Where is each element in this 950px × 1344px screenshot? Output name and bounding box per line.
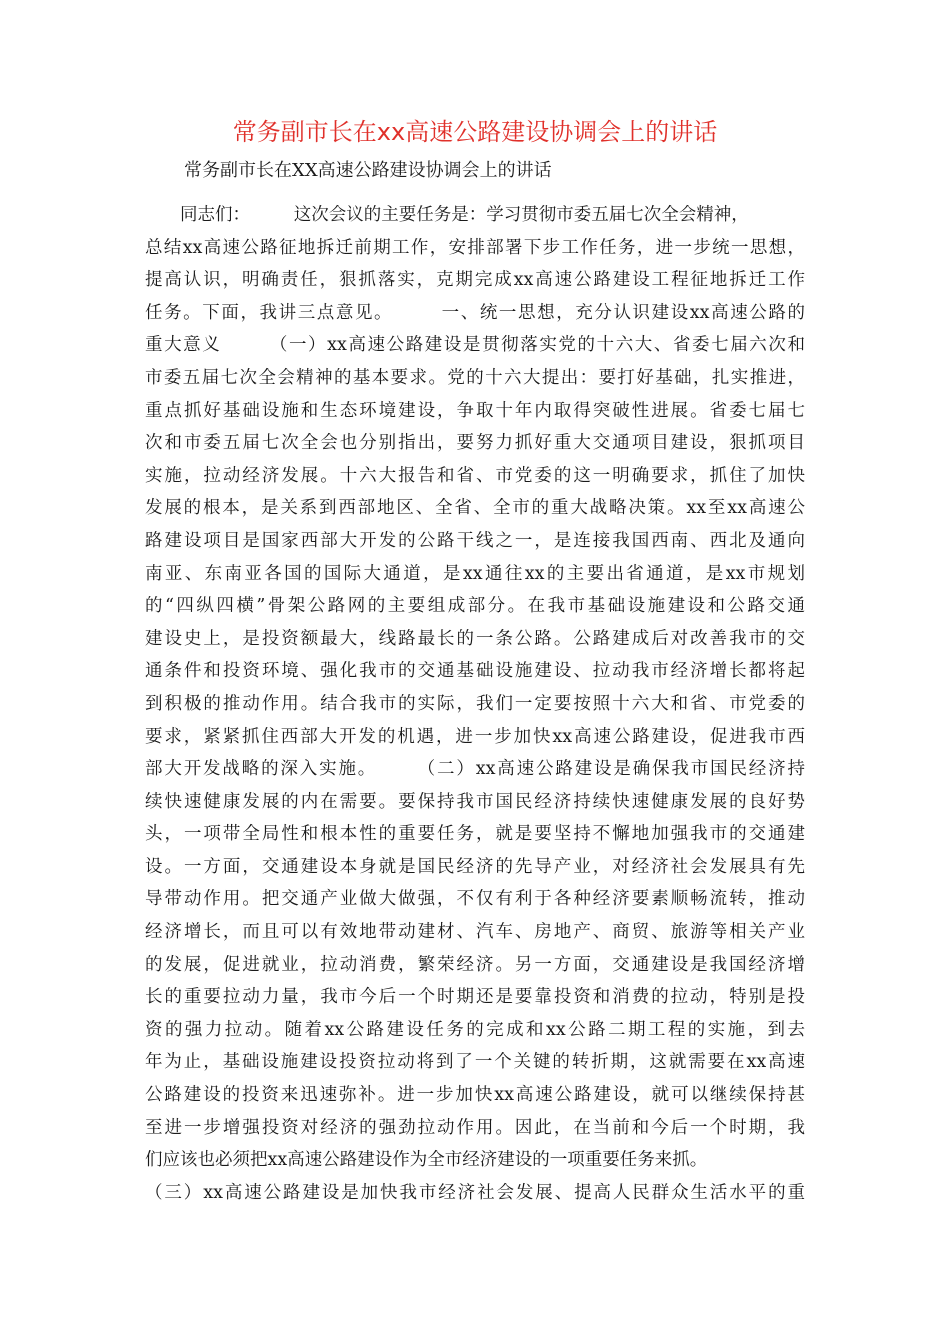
body-line: 要求，紧紧抓住西部大开发的机遇，进一步加快xx高速公路建设，促进我市西 xyxy=(145,726,805,747)
body-line: 同志们： 这次会议的主要任务是：学习贯彻市委五届七次全会精神， xyxy=(145,205,749,225)
body-line: 到积极的推动作用。结合我市的实际，我们一定要按照十六大和省、市党委的 xyxy=(145,693,805,714)
body-line: 重大意义 （一）xx高速公路建设是贯彻落实党的十六大、省委七届六次和 xyxy=(145,335,805,356)
body-line: 资的强力拉动。随着xx公路建设任务的完成和xx公路二期工程的实施，到去 xyxy=(145,1019,805,1040)
body-line: 年为止，基础设施建设投资拉动将到了一个关键的转折期，这就需要在xx高速 xyxy=(145,1052,805,1073)
body-line: 次和市委五届七次全会也分别指出，要努力抓好重大交通项目建设，狠抓项目 xyxy=(145,433,805,454)
document-body xyxy=(145,199,805,1209)
body-line: 头，一项带全局性和根本性的重要任务，就是要坚持不懈地加强我市的交通建 xyxy=(145,824,805,845)
body-line: 重点抓好基础设施和生态环境建设，争取十年内取得突破性进展。省委七届七 xyxy=(145,400,805,421)
document-title: 常务副市长在xx高速公路建设协调会上的讲话 xyxy=(232,118,718,146)
body-line: 任务。下面，我讲三点意见。 一、统一思想，充分认识建设xx高速公路的 xyxy=(145,302,805,323)
body-line: 建设史上，是投资额最大，线路最长的一条公路。公路建成后对改善我市的交 xyxy=(145,628,805,649)
body-line: 发展的根本，是关系到西部地区、全省、全市的重大战略决策。xx至xx高速公 xyxy=(145,498,805,519)
body-line: 总结xx高速公路征地拆迁前期工作，安排部署下步工作任务，进一步统一思想， xyxy=(145,237,805,258)
body-line: 的发展，促进就业，拉动消费，繁荣经济。另一方面，交通建设是我国经济增 xyxy=(145,954,805,975)
body-line: 通条件和投资环境、强化我市的交通基础设施建设、拉动我市经济增长都将起 xyxy=(145,661,805,682)
body-line: 导带动作用。把交通产业做大做强，不仅有利于各种经济要素顺畅流转，推动 xyxy=(145,889,805,910)
body-line: （三）xx高速公路建设是加快我市经济社会发展、提高人民群众生活水平的重 xyxy=(145,1182,805,1203)
body-line: 至进一步增强投资对经济的强劲拉动作用。因此，在当前和今后一个时期，我 xyxy=(145,1117,805,1138)
document-subtitle: 常务副市长在XX高速公路建设协调会上的讲话 xyxy=(184,160,552,181)
body-line: 经济增长，而且可以有效地带动建材、汽车、房地产、商贸、旅游等相关产业 xyxy=(145,922,805,943)
body-line: 提高认识，明确责任，狠抓落实，克期完成xx高速公路建设工程征地拆迁工作 xyxy=(145,270,805,291)
body-line: 设。一方面，交通建设本身就是国民经济的先导产业，对经济社会发展具有先 xyxy=(145,856,805,877)
body-line: 市委五届七次全会精神的基本要求。党的十六大提出：要打好基础，扎实推进， xyxy=(145,367,805,388)
body-line: 的“四纵四横”骨架公路网的主要组成部分。在我市基础设施建设和公路交通 xyxy=(145,596,805,617)
body-line: 路建设项目是国家西部大开发的公路干线之一，是连接我国西南、西北及通向 xyxy=(145,530,805,551)
body-line: 部大开发战略的深入实施。 （二）xx高速公路建设是确保我市国民经济持 xyxy=(145,759,805,780)
body-line: 南亚、东南亚各国的国际大通道，是xx通往xx的主要出省通道，是xx市规划 xyxy=(145,563,805,584)
body-line: 公路建设的投资来迅速弥补。进一步加快xx高速公路建设，就可以继续保持甚 xyxy=(145,1085,805,1106)
body-line: 长的重要拉动力量，我市今后一个时期还是要靠投资和消费的拉动，特别是投 xyxy=(145,987,805,1008)
body-line: 续快速健康发展的内在需要。要保持我市国民经济持续快速健康发展的良好势 xyxy=(145,791,805,812)
body-line: 实施，拉动经济发展。十六大报告和省、市党委的这一明确要求，抓住了加快 xyxy=(145,465,805,486)
body-line: 们应该也必须把xx高速公路建设作为全市经济建设的一项重要任务来抓。 xyxy=(145,1150,708,1171)
